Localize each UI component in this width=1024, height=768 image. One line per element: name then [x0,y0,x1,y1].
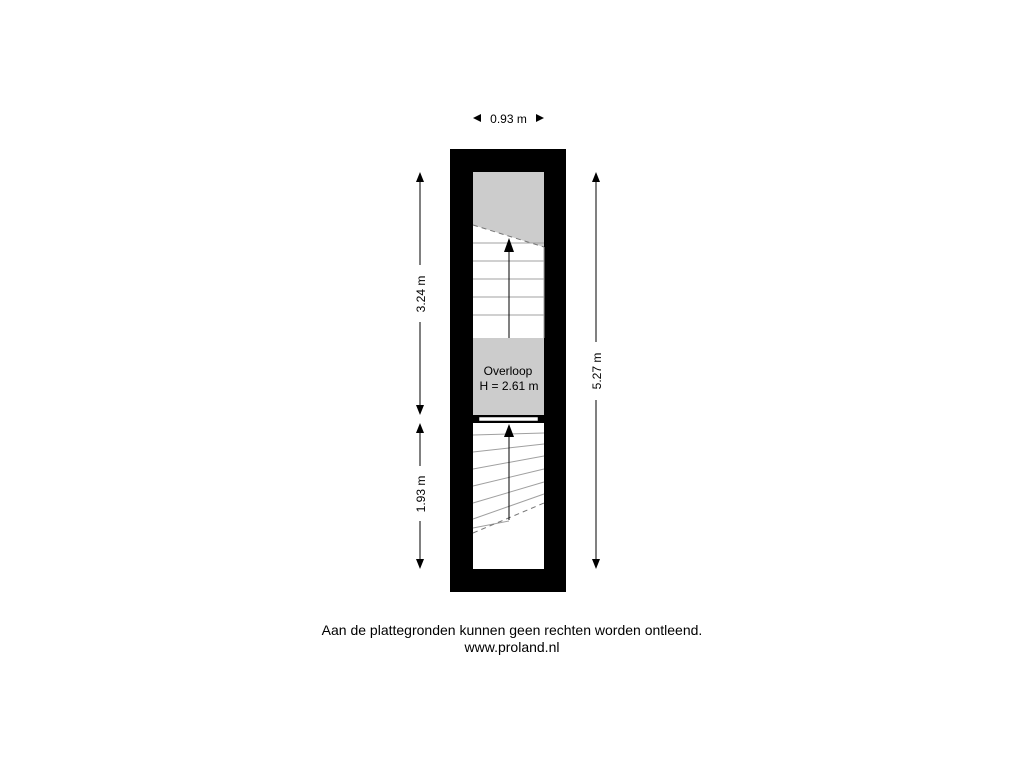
width-dimension-label: 0.93 m [490,112,527,126]
dim-arrow-left [473,114,481,122]
right-dimension [590,172,604,569]
disclaimer-text: Aan de plattegronden kunnen geen rechten worden ontleend. [321,622,703,638]
dim-arrow-right [536,114,544,122]
left-dimensions [414,172,428,569]
width-dimension [473,112,544,126]
threshold-detail [479,417,538,421]
total-height-label: 5.27 m [590,352,604,390]
room-height: H = 2.61 m [479,379,539,393]
website-link[interactable]: www.proland.nl [464,639,560,655]
lower-height-label: 1.93 m [414,475,428,513]
upper-height-label: 3.24 m [414,275,428,313]
room-name: Overloop [483,364,533,378]
